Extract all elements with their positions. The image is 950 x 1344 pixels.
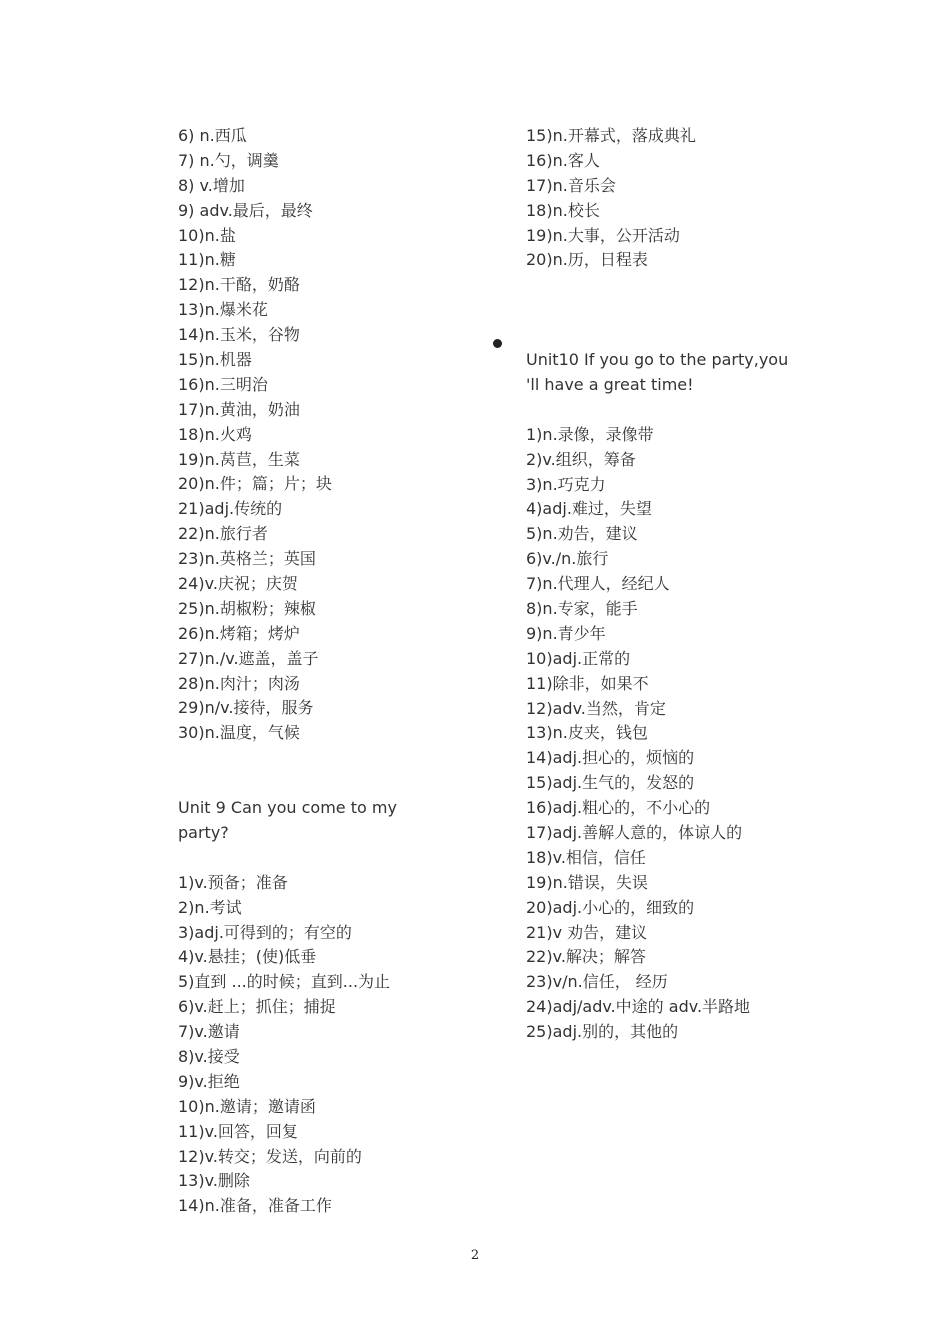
vocab-item: 15)n.开幕式，落成典礼: [526, 126, 696, 145]
vocab-item: 9)n.青少年: [526, 623, 606, 643]
spacer: [178, 846, 468, 871]
vocab-item: 5)n.劝告，建议: [526, 524, 638, 544]
vocab-item: 8) v.增加: [178, 175, 245, 195]
vocab-item: 1)v.预备；准备: [178, 872, 288, 892]
vocab-item: 24)adj/adv.中途的 adv.半路地: [526, 997, 751, 1017]
vocab-item: 15)n.机器: [178, 350, 252, 370]
vocab-item: 9)v.拒绝: [178, 1071, 240, 1091]
vocab-item: 20)n.历，日程表: [526, 250, 648, 270]
vocab-item: 25)n.胡椒粉；辣椒: [178, 598, 316, 618]
vocab-item: 13)v.删除: [178, 1171, 250, 1191]
vocab-item: 11)n.糖: [178, 250, 236, 270]
vocab-item: 13)n.皮夹，钱包: [526, 723, 648, 743]
unit9-heading-line2: party?: [178, 822, 229, 842]
vocab-item: 23)n.英格兰；英国: [178, 549, 316, 569]
vocab-item: 17)adj.善解人意的，体谅人的: [526, 822, 743, 842]
unit9-heading-line1: Unit 9 Can you come to my: [178, 798, 397, 818]
vocab-item: 30)n.温度，气候: [178, 723, 300, 743]
vocab-item: 23)v/n.信任， 经历: [526, 972, 668, 992]
vocab-item: 4)adj.难过，失望: [526, 499, 652, 519]
unit9-heading: [178, 796, 468, 846]
vocab-item: 19)n.大事，公开活动: [526, 225, 680, 245]
right-column: [526, 124, 826, 1045]
vocab-item: 1)n.录像，录像带: [526, 424, 654, 444]
vocab-item: 10)n.盐: [178, 225, 236, 245]
vocab-item: 3)adj.可得到的；有空的: [178, 922, 352, 942]
vocab-item: 24)v.庆祝；庆贺: [178, 574, 298, 594]
vocab-item: 11)除非，如果不: [526, 673, 649, 693]
vocab-item: 18)v.相信，信任: [526, 847, 646, 867]
vocab-item: 6)v.赶上；抓住；捕捉: [178, 997, 336, 1017]
spacer: [178, 746, 468, 771]
vocab-item: 25)adj.别的，其他的: [526, 1022, 679, 1042]
vocab-item: 8)n.专家，能手: [526, 598, 638, 618]
page-number: 2: [470, 1248, 480, 1263]
vocab-item: 2)n.考试: [178, 897, 242, 917]
unit10-heading-line1: Unit10 If you go to the party,you: [526, 350, 789, 370]
spacer: [526, 398, 826, 423]
vocab-item: 7)v.邀请: [178, 1022, 240, 1042]
vocab-item: 16)n.客人: [526, 150, 600, 170]
vocab-item: 14)n.准备，准备工作: [178, 1196, 332, 1216]
vocab-item: 26)n.烤箱；烤炉: [178, 623, 300, 643]
vocab-item: 11)v.回答，回复: [178, 1121, 298, 1141]
vocab-item: 12)n.干酪，奶酪: [178, 275, 300, 295]
vocab-item: 13)n.爆米花: [178, 300, 268, 320]
vocab-item: 14)adj.担心的，烦恼的: [526, 748, 695, 768]
spacer: [178, 771, 468, 796]
left-column: [178, 124, 468, 1219]
vocab-item: 21)adj.传统的: [178, 499, 283, 519]
vocab-item: 20)adj.小心的，细致的: [526, 897, 695, 917]
vocab-item: 6) n.西瓜: [178, 126, 247, 145]
vocab-item: 19)n.莴苣，生菜: [178, 449, 300, 469]
vocab-item: 9) adv.最后，最终: [178, 200, 313, 220]
vocab-item: 12)adv.当然，肯定: [526, 698, 666, 718]
vocab-item: 4)v.悬挂；(使)低垂: [178, 947, 317, 967]
vocab-item: 15)adj.生气的，发怒的: [526, 773, 695, 793]
vocab-item: 18)n.校长: [526, 200, 600, 220]
vocab-item: 29)n/v.接待，服务: [178, 698, 314, 718]
unit10-heading-line2: 'll have a great time!: [526, 374, 694, 394]
vocab-item: 10)adj.正常的: [526, 648, 631, 668]
vocab-item: 16)adj.粗心的，不小心的: [526, 798, 711, 818]
vocab-item: 2)v.组织，筹备: [526, 449, 636, 469]
vocab-item: 27)n./v.遮盖，盖子: [178, 648, 319, 668]
vocab-item: 17)n.音乐会: [526, 175, 616, 195]
vocab-item: 7)n.代理人，经纪人: [526, 574, 670, 594]
vocab-item: 14)n.玉米，谷物: [178, 325, 300, 345]
vocab-item: 20)n.件；篇；片；块: [178, 474, 332, 494]
vocab-item: 5)直到 ...的时候；直到...为止: [178, 972, 391, 992]
vocab-item: 28)n.肉汁；肉汤: [178, 673, 300, 693]
vocab-item: 3)n.巧克力: [526, 474, 606, 494]
vocab-item: 22)n.旅行者: [178, 524, 268, 544]
vocab-item: 16)n.三明治: [178, 374, 268, 394]
vocab-item: 8)v.接受: [178, 1046, 240, 1066]
vocab-item: 7) n.勺，调羹: [178, 150, 279, 170]
vocab-item: 22)v.解决；解答: [526, 947, 646, 967]
spacer: [526, 323, 826, 348]
vocab-item: 17)n.黄油，奶油: [178, 399, 300, 419]
vocab-item: 12)v.转交；发送，向前的: [178, 1146, 362, 1166]
vocab-item: 6)v./n.旅行: [526, 549, 609, 569]
spacer: [526, 298, 826, 323]
spacer: [526, 273, 826, 298]
vocab-item: 18)n.火鸡: [178, 424, 252, 444]
bullet-dot: [493, 339, 502, 348]
unit10-heading: [526, 348, 826, 398]
vocab-item: 10)n.邀请；邀请函: [178, 1096, 316, 1116]
vocab-item: 19)n.错误，失误: [526, 872, 648, 892]
vocab-item: 21)v 劝告，建议: [526, 922, 648, 942]
